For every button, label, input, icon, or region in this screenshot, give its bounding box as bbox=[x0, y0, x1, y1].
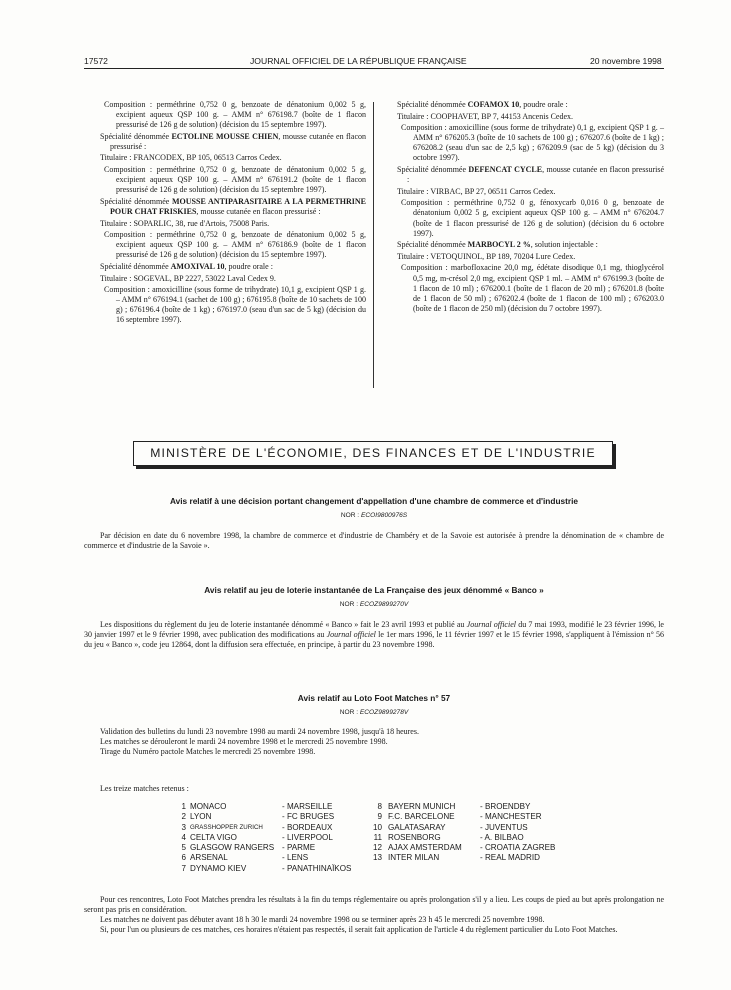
match-number: 9 bbox=[377, 812, 382, 822]
match-home-team: F.C. BARCELONE bbox=[388, 812, 455, 822]
match-home-col1 bbox=[190, 802, 274, 874]
left-column bbox=[84, 100, 366, 327]
nor-label: NOR : bbox=[339, 709, 359, 716]
match-home-team: BAYERN MUNICH bbox=[388, 802, 456, 811]
match-number: 5 bbox=[181, 843, 186, 853]
match-number: 3 bbox=[181, 822, 186, 832]
specialty-heading bbox=[84, 197, 366, 217]
match-home-team: INTER MILAN bbox=[388, 853, 440, 863]
specialty-name: AMOXIVAL 10 bbox=[170, 261, 225, 271]
avis2-jo-ref-2: Journal officiel bbox=[326, 630, 376, 639]
specialty-form: , mousse cutanée en flacon pressurisé : bbox=[407, 165, 664, 185]
issue-date: 20 novembre 1998 bbox=[590, 56, 662, 66]
specialty-label: Spécialité dénommée bbox=[397, 100, 468, 109]
match-home-team: MONACO bbox=[190, 802, 227, 811]
composition-paragraph: Composition : perméthrine 0,752 0 g, benzoate de dénatonium 0,002 5 g, excipient aqueux QSP 100 g. – AMM n° 676198.7 (boîte de 1 flacon pressurisé de 126 g de solution) (décision du 15 septembre 1997). bbox=[104, 100, 366, 130]
match-away-col1 bbox=[282, 802, 351, 874]
holder-line: Titulaire : FRANCODEX, BP 105, 06513 Carros Cedex. bbox=[100, 153, 282, 163]
specialty-form: , solution injectable : bbox=[530, 240, 598, 250]
holder-line: Titulaire : SOPARLIC, 38, rue d'Artois, 75008 Paris. bbox=[100, 218, 270, 228]
match-number: 4 bbox=[181, 832, 186, 842]
nor-code: ECOI9800976S bbox=[360, 512, 408, 519]
match-home-team: CELTA VIGO bbox=[190, 832, 237, 842]
match-number: 13 bbox=[372, 853, 382, 863]
match-home-team: GRASSHOPPER ZURICH bbox=[190, 823, 263, 831]
composition-paragraph: Composition : perméthrine 0,752 0 g, benzoate de dénatonium 0,002 5 g, excipient aqueux QSP 100 g. – AMM n° 676186.9 (boîte de 1 flacon pressurisé de 126 g de solution) (décision du 15 septembre 1997). bbox=[104, 230, 366, 260]
composition-paragraph: Composition : marbofloxacine 20,0 mg, édétate disodique 0,1 mg, thioglycérol 0,5 mg, m-crésol 2,0 mg, excipient QSP 1 ml. – AMM n° 676199.3 (boîte de 1 flacon de 10 ml) ; 676200.1 (boîte de 1 flacon de 20 ml) ; 676201.8 (boîte de 1 flacon de 50 ml) ; 676202.4 (boîte de 1 flacon de 100 ml) ; 676203.0 (boîte de 1 flacon de 250 ml) (décision du 7 octobre 1997). bbox=[401, 263, 664, 313]
specialty-label: Spécialité dénommée bbox=[100, 261, 171, 271]
closing-paragraph: Si, pour l'un ou plusieurs de ces matches, ces horaires n'étaient pas respectés, il serait fait application de l'article 4 du règlement particulier du Loto Foot Matches. bbox=[100, 925, 618, 934]
nor-code: ECOZ9899270V bbox=[359, 601, 409, 608]
closing-paragraph: Pour ces rencontres, Loto Foot Matches prendra les résultats à la fin du temps réglementaire ou après prolongation s'il y a lieu. Les coups de pied au but après prolongation ne seront pas pris en considération. bbox=[84, 895, 664, 914]
match-number: 11 bbox=[373, 832, 382, 842]
match-home-team: AJAX AMSTERDAM bbox=[388, 843, 462, 853]
right-column bbox=[381, 100, 664, 315]
avis3-intro-lines bbox=[84, 727, 664, 757]
specialty-heading bbox=[381, 100, 664, 110]
match-away-team: - LENS bbox=[282, 853, 309, 863]
match-numbers-col2 bbox=[364, 802, 382, 864]
holder-line: Titulaire : COOPHAVET, BP 7, 44153 Ancenis Cedex. bbox=[397, 111, 574, 121]
avis2-text-a: Les dispositions du règlement du jeu de loterie instantanée dénommé « Banco » fait le 23 avril 1993 et publié au bbox=[100, 620, 467, 629]
composition-paragraph: Composition : perméthrine 0,752 0 g, benzoate de dénatonium 0,002 5 g, excipient aqueux QSP 100 g. – AMM n° 676191.2 (boîte de 1 flacon pressurisé de 126 g de solution) (décision du 15 septembre 1997). bbox=[104, 165, 366, 195]
specialty-heading bbox=[381, 240, 664, 250]
avis3-line: Les matches se dérouleront le mardi 24 novembre 1998 et le mercredi 25 novembre 1998. bbox=[100, 737, 388, 746]
match-home-team: GALATASARAY bbox=[388, 822, 446, 832]
specialty-form: , poudre orale : bbox=[224, 261, 273, 271]
specialty-label: Spécialité dénommée bbox=[397, 165, 469, 175]
match-away-col2 bbox=[480, 802, 555, 864]
avis2-title: Avis relatif au jeu de loterie instantanée de La Française des jeux dénommé « Banco » bbox=[204, 585, 544, 595]
specialty-name: MOUSSE ANTIPARASITAIRE A LA PERMETHRINE POUR CHAT FRISKIES bbox=[110, 196, 367, 216]
match-away-team: - BROENDBY bbox=[480, 802, 531, 811]
avis1-paragraph: Par décision en date du 6 novembre 1998, la chambre de commerce et d'industrie de Chambéry et de la Savoie est autorisée à prendre la dénomination de « chambre de commerce et d'industrie de la Savoie ». bbox=[84, 531, 664, 550]
closing-paragraph: Les matches ne doivent pas débuter avant 18 h 30 le mardi 24 novembre 1998 ou se terminer après 23 h 45 le mercredi 25 novembre 1998. bbox=[100, 915, 545, 924]
specialty-name: COFAMOX 10 bbox=[467, 100, 520, 109]
avis3-line: Tirage du Numéro pactole Matches le mercredi 25 novembre 1998. bbox=[100, 747, 316, 756]
match-number: 6 bbox=[181, 853, 186, 863]
match-number: 12 bbox=[372, 843, 382, 853]
match-away-team: - A. BILBAO bbox=[480, 832, 524, 842]
specialty-label: Spécialité dénommée bbox=[100, 131, 172, 141]
page-number: 17572 bbox=[84, 56, 108, 66]
match-number: 10 bbox=[372, 822, 382, 832]
match-away-team: - CROATIA ZAGREB bbox=[480, 843, 556, 853]
specialty-name: DEFENCAT CYCLE bbox=[468, 165, 543, 175]
specialty-form: , poudre orale : bbox=[519, 100, 568, 109]
match-away-team: - FC BRUGES bbox=[282, 812, 335, 822]
match-away-team: - PARME bbox=[282, 843, 316, 853]
journal-title: JOURNAL OFFICIEL DE LA RÉPUBLIQUE FRANÇAISE bbox=[250, 56, 467, 66]
nor-label: NOR : bbox=[339, 601, 359, 608]
composition-paragraph: Composition : perméthrine 0,752 0 g, fénoxycarb 0,016 0 g, benzoate de dénatonium 0,002 5 g, excipient aqueux QSP 100 g. – AMM n° 676204.7 (boîte de 1 flacon pressurisé de 126 g de solution) (décision du 6 octobre 1997). bbox=[401, 198, 664, 238]
match-away-team: - JUVENTUS bbox=[480, 822, 528, 832]
composition-paragraph: Composition : amoxicilline (sous forme de trihydrate) 10,1 g, excipient QSP 1 g. – AMM n° 676194.1 (sachet de 100 g) ; 676195.8 (boîte de 10 sachets de 100 g) ; 676196.4 (boîte de 1 kg) ; 676197.0 (seau d'un sac de 5 kg) (décision du 16 septembre 1997). bbox=[104, 285, 366, 325]
avis2-paragraph bbox=[84, 620, 664, 650]
specialty-name: MARBOCYL 2 % bbox=[467, 240, 531, 250]
avis2-text-b: du 7 mai 1993, modifié le 23 février 1996, le 30 janvier 1997 et le 9 février 1998, avec publication des modifications au bbox=[84, 620, 664, 639]
specialty-heading bbox=[381, 165, 664, 185]
avis2-jo-ref-1: Journal officiel bbox=[466, 620, 516, 629]
specialty-form: , mousse cutanée en flacon pressurisé : bbox=[196, 206, 321, 216]
avis1-nor bbox=[84, 512, 664, 519]
nor-label: NOR : bbox=[340, 512, 360, 519]
match-away-team: - MARSEILLE bbox=[282, 802, 333, 811]
holder-line: Titulaire : VETOQUINOL, BP 189, 70204 Lure Cedex. bbox=[397, 251, 576, 261]
match-number: 1 bbox=[181, 802, 186, 811]
match-away-team: - PANATHINAÏKOS bbox=[282, 863, 352, 873]
matches-intro-block bbox=[84, 784, 664, 794]
matches-intro: Les treize matches retenus : bbox=[100, 784, 189, 793]
avis1-title: Avis relatif à une décision portant changement d'appellation d'une chambre de commerce et d'industrie bbox=[169, 496, 579, 506]
match-home-team: LYON bbox=[190, 812, 212, 822]
specialty-name: ECTOLINE MOUSSE CHIEN bbox=[171, 131, 279, 141]
match-home-team: DYNAMO KIEV bbox=[190, 863, 247, 873]
specialty-heading bbox=[84, 262, 366, 272]
avis2-nor bbox=[84, 601, 664, 608]
header-rule bbox=[84, 68, 664, 69]
match-away-team: - BORDEAUX bbox=[282, 822, 333, 832]
avis3-line: Validation des bulletins du lundi 23 novembre 1998 au mardi 24 novembre 1998, jusqu'à 18 heures. bbox=[100, 727, 419, 736]
match-home-team: GLASGOW RANGERS bbox=[190, 843, 275, 853]
column-divider bbox=[373, 102, 374, 388]
match-home-team: ROSENBORG bbox=[388, 832, 441, 842]
match-numbers-col1 bbox=[172, 802, 186, 874]
match-number: 2 bbox=[181, 812, 186, 822]
specialty-heading bbox=[84, 132, 366, 152]
ministry-title-box: MINISTÈRE DE L'ÉCONOMIE, DES FINANCES ET DE L'INDUSTRIE bbox=[133, 441, 613, 466]
match-number: 8 bbox=[377, 802, 382, 811]
avis3-title: Avis relatif au Loto Foot Matches n° 57 bbox=[297, 693, 451, 703]
match-away-team: - LIVERPOOL bbox=[282, 832, 333, 842]
specialty-label: Spécialité dénommée bbox=[397, 240, 468, 250]
composition-paragraph: Composition : amoxicilline (sous forme de trihydrate) 0,1 g, excipient QSP 1 g. – AMM n° 676205.3 (boîte de 10 sachets de 100 g) ; 676207.6 (boîte de 1 kg) ; 676208.2 (seau d'un sac de 2,5 kg) ; 676209.9 (sac de 5 kg) (décision du 3 octobre 1997). bbox=[401, 123, 664, 163]
match-away-team: - REAL MADRID bbox=[480, 853, 540, 863]
match-home-team: ARSENAL bbox=[190, 853, 228, 863]
holder-line: Titulaire : SOGEVAL, BP 2227, 53022 Laval Cedex 9. bbox=[100, 273, 276, 283]
specialty-label: Spécialité dénommée bbox=[100, 196, 172, 206]
match-away-team: - MANCHESTER bbox=[480, 812, 542, 822]
match-number: 7 bbox=[181, 863, 186, 873]
specialty-form: , mousse cutanée en flacon pressurisé : bbox=[110, 131, 366, 151]
avis2-text-c: le 1er mars 1996, le 11 février 1997 et le 15 février 1998, s'appliquent à l'émission n° 56 du jeu « Banco », code jeu 12864, dont la diffusion sera effectuée, en principe, à partir du 23 novembre 1998. bbox=[84, 630, 664, 649]
avis2-body bbox=[84, 620, 664, 650]
avis3-nor bbox=[84, 709, 664, 716]
avis1-body bbox=[84, 531, 664, 551]
match-home-col2 bbox=[388, 802, 462, 864]
nor-code: ECOZ9899278V bbox=[359, 709, 409, 716]
holder-line: Titulaire : VIRBAC, BP 27, 06511 Carros Cedex. bbox=[397, 186, 556, 196]
avis3-closing bbox=[84, 895, 664, 935]
